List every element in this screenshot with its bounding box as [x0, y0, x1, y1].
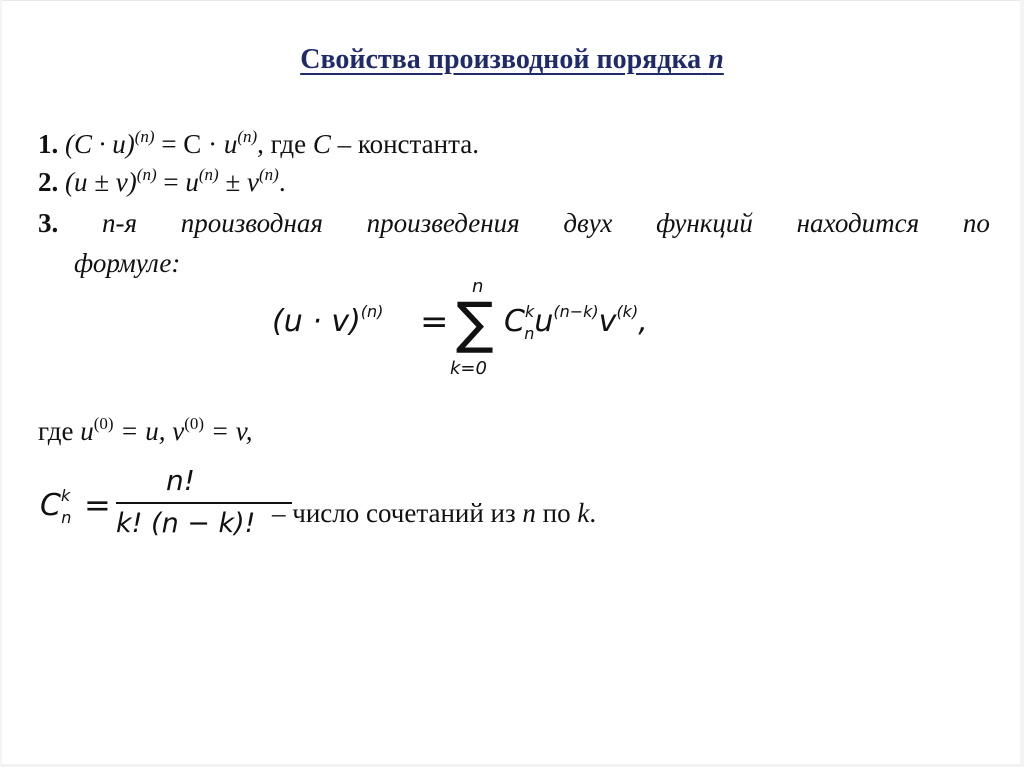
- sum-lower-limit: k=0: [450, 358, 487, 379]
- property-3-continuation: формуле:: [74, 248, 181, 278]
- property-3-word-3: произведения: [366, 208, 520, 238]
- comb-end: .: [589, 498, 597, 528]
- sum-sign: ∑: [456, 291, 494, 356]
- rhs-v: v: [598, 304, 617, 339]
- initial-conditions: [38, 414, 253, 448]
- leibniz-formula: [272, 276, 712, 396]
- fraction-numerator: n!: [166, 464, 195, 497]
- property-1-c: C: [312, 129, 331, 159]
- property-3-word-4: двух: [563, 208, 613, 238]
- property-1-rest: – константа.: [330, 129, 479, 159]
- formula-rhs: [504, 302, 648, 343]
- property-2-v-sup: (n): [259, 165, 279, 184]
- title-underlined: [300, 44, 724, 75]
- initial-v: v: [172, 416, 185, 446]
- fraction-bar: [116, 502, 292, 504]
- formula-lhs: [272, 304, 383, 339]
- initial-u-sup: (0): [93, 414, 114, 433]
- combination-description: [272, 498, 596, 529]
- comb-c: C: [40, 488, 61, 523]
- property-1-u-sup: (n): [237, 127, 258, 146]
- title-variable: n: [708, 44, 724, 75]
- initial-v-sup: (0): [184, 414, 205, 433]
- property-3-word-6: находится: [796, 208, 920, 238]
- page-title: [0, 44, 1024, 76]
- rhs-c: C: [504, 304, 525, 339]
- title-text: Свойства производной порядка: [300, 44, 702, 75]
- combination-symbol: [40, 486, 72, 527]
- property-3: [38, 206, 990, 240]
- frame-top-edge: [0, 0, 1024, 1]
- property-2-u-sup: (n): [198, 165, 219, 184]
- comb-text: – число сочетаний из: [272, 498, 523, 528]
- formula-lhs-base: (u · v): [272, 304, 361, 339]
- property-3-number: 3.: [38, 208, 59, 238]
- property-2: [38, 165, 286, 199]
- comb-n: n: [522, 498, 536, 528]
- comb-c-sub: n: [61, 508, 72, 527]
- rhs-v-sup: (k): [616, 302, 639, 321]
- rhs-c-sub: n: [524, 324, 535, 343]
- combination-equals: =: [84, 486, 111, 524]
- property-3-word-7: по: [962, 208, 990, 238]
- property-2-lhs-sup: (n): [136, 165, 157, 184]
- sum-upper-limit: n: [472, 276, 484, 297]
- comb-mid: по: [535, 498, 578, 528]
- property-3-word-2: производная: [180, 208, 323, 238]
- formula-equals: =: [420, 302, 449, 342]
- combination-formula: [40, 462, 740, 552]
- rhs-c-sup: k: [524, 302, 535, 321]
- rhs-comma: ,: [638, 304, 648, 339]
- comb-k: k: [577, 498, 590, 528]
- property-2-number: 2.: [38, 167, 59, 197]
- initial-u-eq: = u,: [113, 416, 173, 446]
- comb-c-sup: k: [60, 486, 71, 505]
- frame-left-edge: [0, 0, 2, 767]
- property-2-v: v: [247, 167, 259, 197]
- initial-u: u: [80, 416, 94, 446]
- initial-v-eq: = v,: [204, 416, 253, 446]
- property-1-where: , где: [257, 129, 313, 159]
- property-3-word-1: n-я: [101, 208, 138, 238]
- property-1-number: 1.: [38, 129, 59, 159]
- property-2-lhs: (u ± v): [58, 167, 137, 197]
- rhs-u: u: [534, 304, 554, 339]
- property-2-u: u: [185, 167, 199, 197]
- property-1: [38, 127, 479, 161]
- frame-right-edge: [1020, 0, 1024, 767]
- property-3-word-5: функций: [656, 208, 753, 238]
- fraction-denominator: k! (n − k)!: [116, 508, 256, 539]
- property-2-pm: ±: [218, 167, 248, 197]
- rhs-u-sup: (n−k): [553, 302, 599, 321]
- property-1-lhs-sup: (n): [134, 127, 155, 146]
- formula-lhs-sup: (n): [360, 302, 384, 321]
- property-1-u: u: [223, 129, 238, 159]
- initial-where: где: [38, 416, 81, 446]
- property-1-lhs: (C · u): [65, 129, 135, 159]
- property-2-eq: =: [156, 167, 186, 197]
- property-2-end: .: [278, 167, 286, 197]
- property-1-eq: = C ·: [154, 129, 224, 159]
